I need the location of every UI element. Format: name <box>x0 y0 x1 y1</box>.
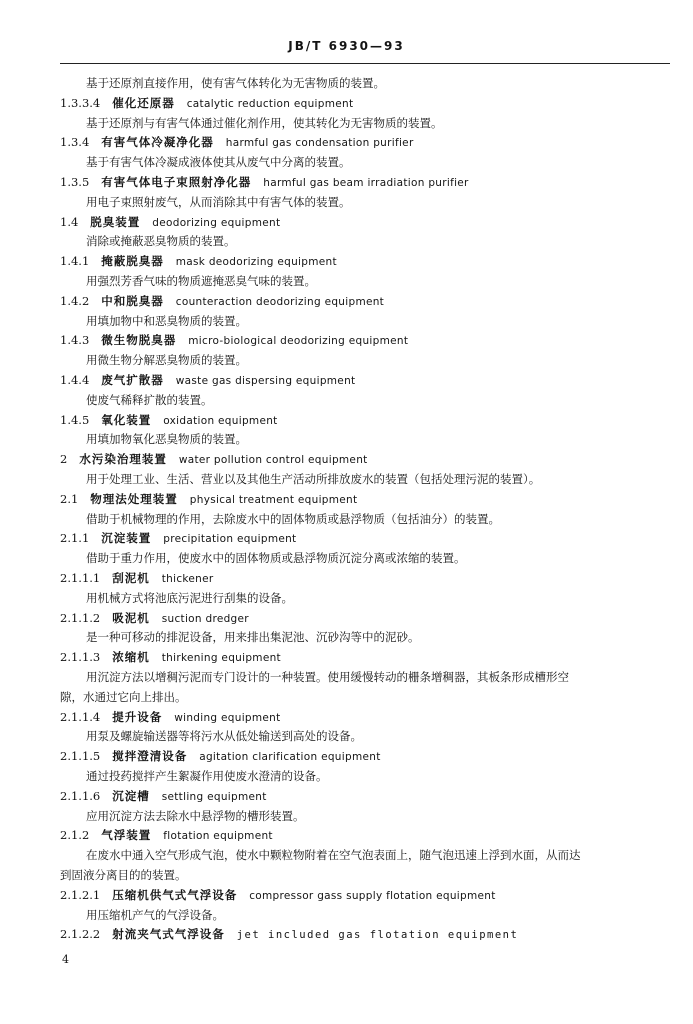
term-entry <box>60 710 281 725</box>
definition-text: 是一种可移动的排泥设备，用来排出集泥池、沉砂沟等中的泥砂。 <box>86 630 420 645</box>
definition-continuation: 到固液分离目的的装置。 <box>60 868 187 882</box>
term-chinese: 刮泥机 <box>112 571 150 585</box>
definition-text: 在废水中通入空气形成气泡，使水中颗粒物附着在空气泡表面上，随气泡迅速上浮到水面，从而达 <box>86 848 581 863</box>
term-chinese: 压缩机供气式气浮设备 <box>112 887 238 902</box>
term-english: waste gas dispersing equipment <box>175 375 356 387</box>
term-entry <box>60 294 384 309</box>
term-number: 1.4.2 <box>60 293 90 308</box>
term-chinese: 气浮装置 <box>101 828 152 843</box>
term-english: jet included gas flotation equipment <box>236 929 519 942</box>
term-entry <box>60 789 267 804</box>
definition-text: 用填加物中和恶臭物质的装置。 <box>86 313 247 328</box>
definition-text: 使废气稀释扩散的装置。 <box>86 392 213 407</box>
term-english: flotation equipment <box>163 830 273 843</box>
term-entry <box>60 571 214 586</box>
definition-text: 借助于机械物理的作用，去除废水中的固体物质或悬浮物质（包括油分）的装置。 <box>86 511 500 526</box>
term-number: 1.4.4 <box>60 373 90 387</box>
term-number: 1.4.1 <box>60 254 90 269</box>
header-rule <box>60 63 670 64</box>
term-english: thickener <box>161 573 214 585</box>
term-chinese: 吸泥机 <box>112 610 150 625</box>
definition-text: 用沉淀方法以增稠污泥而专门设计的一种装置。使用缓慢转动的栅条增稠器，其板条形成槽形空 <box>86 670 569 684</box>
definition-text: 借助于重力作用，使废水中的固体物质或悬浮物质沉淀分离或浓缩的装置。 <box>86 551 466 566</box>
term-entry <box>60 413 278 428</box>
term-chinese: 掩蔽脱臭器 <box>101 254 164 269</box>
term-number: 2.1.2 <box>60 828 90 843</box>
term-english: thirkening equipment <box>161 652 281 665</box>
term-chinese: 微生物脱臭器 <box>101 333 177 348</box>
term-entry <box>60 452 368 467</box>
definition-text: 用电子束照射废气，从而消除其中有害气体的装置。 <box>86 194 351 209</box>
term-entry <box>60 215 280 230</box>
term-chinese: 浓缩机 <box>112 650 150 665</box>
term-entry <box>60 888 496 903</box>
term-english: counteraction deodorizing equipment <box>175 295 385 308</box>
definition-text: 基于还原剂与有害气体通过催化剂作用，使其转化为无害物质的装置。 <box>86 115 443 130</box>
term-entry <box>60 135 414 150</box>
term-english: settling equipment <box>161 790 267 803</box>
term-english: catalytic reduction equipment <box>186 97 354 110</box>
definition-text: 用机械方式将池底污泥进行刮集的设备。 <box>86 590 293 605</box>
term-number: 2.1.1.6 <box>60 788 101 803</box>
term-number: 1.4 <box>60 214 79 229</box>
definition-text: 通过投药搅拌产生絮凝作用使废水澄清的设备。 <box>86 769 328 783</box>
term-entry <box>60 175 469 190</box>
term-chinese: 沉淀槽 <box>112 788 150 803</box>
term-english: suction dredger <box>161 612 249 625</box>
term-chinese: 水污染治理装置 <box>79 452 167 467</box>
term-number: 1.3.5 <box>60 175 90 189</box>
term-chinese: 有害气体电子束照射净化器 <box>101 175 252 189</box>
term-english: compressor gass supply flotation equipment <box>249 889 496 902</box>
term-number: 2.1 <box>60 491 79 506</box>
term-number: 2.1.1.2 <box>60 610 101 625</box>
definition-text: 用压缩机产气的气浮设备。 <box>86 907 224 922</box>
term-number: 2 <box>60 452 68 467</box>
term-english: precipitation equipment <box>163 533 297 546</box>
term-english: mask deodorizing equipment <box>175 256 337 269</box>
term-entry <box>60 492 357 507</box>
term-english: harmful gas beam irradiation purifier <box>263 177 469 189</box>
term-number: 2.1.1 <box>60 531 90 546</box>
term-number: 2.1.1.4 <box>60 709 101 724</box>
definition-text: 用微生物分解恶臭物质的装置。 <box>86 353 247 368</box>
term-chinese: 物理法处理装置 <box>90 491 178 506</box>
term-chinese: 脱臭装置 <box>90 214 141 229</box>
term-entry <box>60 531 296 546</box>
term-entry <box>60 373 355 388</box>
term-entry <box>60 96 353 111</box>
term-chinese: 沉淀装置 <box>101 531 152 546</box>
term-chinese: 中和脱臭器 <box>101 293 164 308</box>
term-chinese: 射流夹气式气浮设备 <box>112 927 225 942</box>
term-number: 1.4.3 <box>60 333 90 348</box>
term-english: deodorizing equipment <box>152 216 281 229</box>
term-entry <box>60 650 281 665</box>
term-english: oxidation equipment <box>163 414 278 427</box>
term-entry <box>60 333 408 348</box>
definition-text: 用于处理工业、生活、营业以及其他生产活动所排放废水的装置（包括处理污泥的装置）。 <box>86 472 541 486</box>
term-number: 2.1.1.3 <box>60 650 101 665</box>
term-chinese: 氧化装置 <box>101 412 152 427</box>
term-chinese: 搅拌澄清设备 <box>112 749 188 764</box>
term-number: 1.3.3.4 <box>60 95 101 110</box>
term-number: 2.1.2.2 <box>60 927 101 942</box>
definition-text: 用强烈芳香气味的物质遮掩恶臭气味的装置。 <box>86 274 316 288</box>
term-number: 1.4.5 <box>60 412 90 427</box>
definition-text: 用泵及螺旋输送器等将污水从低处输送到高处的设备。 <box>86 729 362 744</box>
term-number: 2.1.1.5 <box>60 749 101 764</box>
term-number: 1.3.4 <box>60 135 90 150</box>
term-chinese: 提升设备 <box>112 709 163 724</box>
definition-text: 基于还原剂直接作用，使有害气体转化为无害物质的装置。 <box>86 76 385 90</box>
definition-text: 消除或掩蔽恶臭物质的装置。 <box>86 234 236 249</box>
term-entry <box>60 828 273 843</box>
definition-text: 应用沉淀方法去除水中悬浮物的槽形装置。 <box>86 808 305 823</box>
definition-text: 基于有害气体冷凝成液体使其从废气中分离的装置。 <box>86 155 351 170</box>
definition-continuation: 隙，水通过它向上排出。 <box>60 689 187 704</box>
term-english: micro-biological deodorizing equipment <box>188 335 409 348</box>
term-english: harmful gas condensation purifier <box>225 137 414 150</box>
term-entry <box>60 254 337 269</box>
definition-text: 用填加物氧化恶臭物质的装置。 <box>86 432 247 447</box>
term-entry <box>60 927 518 942</box>
term-entry <box>60 611 249 626</box>
term-english: physical treatment equipment <box>189 493 358 506</box>
term-english: agitation clarification equipment <box>199 751 381 764</box>
term-english: water pollution control equipment <box>178 454 368 467</box>
term-entry <box>60 749 381 764</box>
page-number: 4 <box>62 953 69 966</box>
term-chinese: 废气扩散器 <box>101 373 164 387</box>
term-english: winding equipment <box>174 711 281 724</box>
term-chinese: 有害气体冷凝净化器 <box>101 135 214 150</box>
term-number: 2.1.1.1 <box>60 571 101 585</box>
standard-code-header: JB/T 6930—93 <box>288 39 405 53</box>
term-chinese: 催化还原器 <box>112 95 175 110</box>
term-number: 2.1.2.1 <box>60 887 101 902</box>
